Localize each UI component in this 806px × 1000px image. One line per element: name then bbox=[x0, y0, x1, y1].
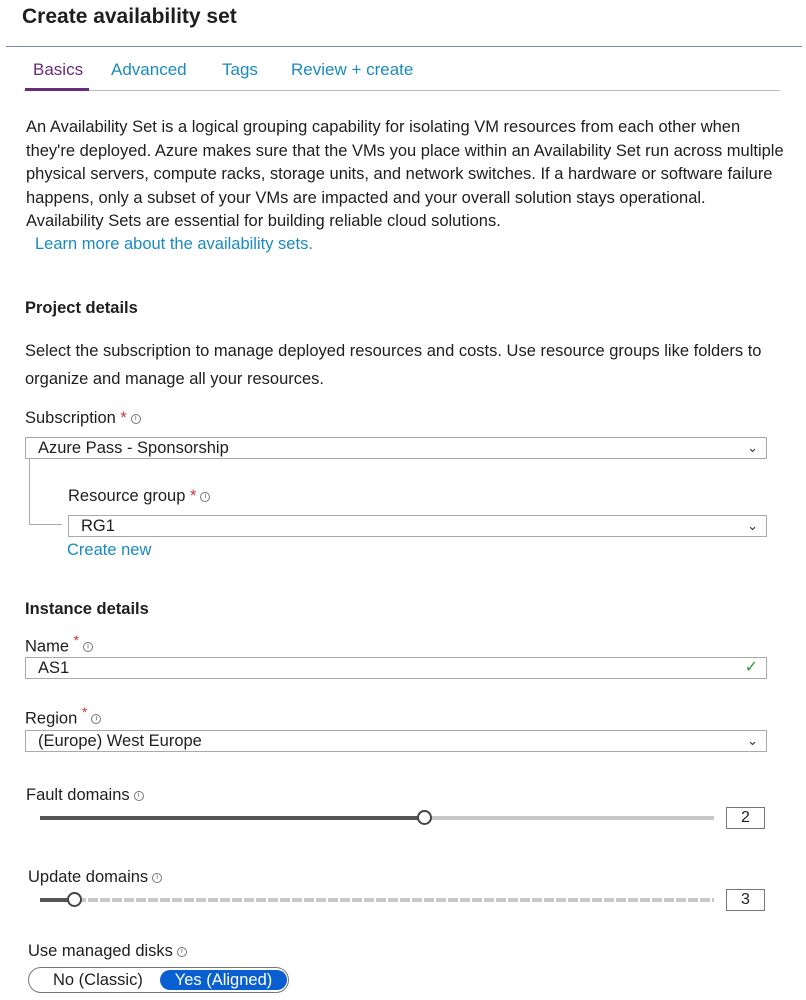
region-label bbox=[25, 705, 101, 729]
fault-domains-slider[interactable] bbox=[40, 816, 714, 820]
resource-group-label bbox=[68, 487, 210, 506]
tab-review-create[interactable]: Review + create bbox=[291, 60, 414, 79]
tree-connector bbox=[29, 459, 62, 525]
region-select[interactable] bbox=[25, 730, 767, 752]
update-domains-value[interactable]: 3 bbox=[726, 889, 765, 911]
info-icon[interactable]: i bbox=[83, 642, 93, 652]
name-value: AS1 bbox=[38, 659, 70, 677]
instance-details-heading: Instance details bbox=[25, 600, 149, 618]
resource-group-value: RG1 bbox=[81, 517, 115, 535]
label-text: Update domains bbox=[28, 868, 149, 886]
create-new-link[interactable]: Create new bbox=[67, 541, 152, 559]
name-input[interactable] bbox=[25, 657, 767, 679]
fault-domains-value[interactable]: 2 bbox=[726, 807, 765, 829]
info-icon[interactable]: i bbox=[177, 947, 187, 957]
label-text: Resource group bbox=[68, 487, 186, 505]
tab-basics[interactable]: Basics bbox=[33, 60, 84, 79]
chevron-down-icon: ⌄ bbox=[747, 440, 758, 455]
label-text: Name bbox=[25, 637, 70, 656]
subscription-value: Azure Pass - Sponsorship bbox=[38, 439, 229, 457]
chevron-down-icon: ⌄ bbox=[747, 518, 758, 533]
info-icon[interactable]: i bbox=[152, 873, 162, 883]
required-mark: * bbox=[190, 487, 197, 505]
label-text: Use managed disks bbox=[28, 942, 173, 960]
subscription-select[interactable] bbox=[25, 437, 767, 459]
resource-group-select[interactable] bbox=[68, 515, 767, 537]
managed-disks-label bbox=[28, 942, 187, 961]
tab-tags[interactable]: Tags bbox=[222, 60, 258, 79]
learn-more-link[interactable]: Learn more about the availability sets. bbox=[35, 235, 313, 253]
tab-advanced[interactable]: Advanced bbox=[111, 60, 187, 79]
project-details-text: Select the subscription to manage deployed resources and costs. Use resource groups like folders to organize and manage all your resources. bbox=[25, 342, 762, 388]
fault-domains-label bbox=[26, 786, 144, 805]
required-mark: * bbox=[73, 633, 79, 648]
info-icon[interactable]: i bbox=[131, 414, 141, 424]
region-value: (Europe) West Europe bbox=[38, 732, 202, 750]
project-details-heading: Project details bbox=[25, 299, 138, 317]
update-domains-label bbox=[28, 868, 162, 887]
required-mark: * bbox=[81, 705, 88, 720]
label-text: Subscription bbox=[25, 409, 116, 427]
option-yes-aligned[interactable]: Yes (Aligned) bbox=[160, 970, 287, 990]
checkmark-icon: ✓ bbox=[744, 659, 758, 676]
slider-thumb[interactable] bbox=[417, 810, 432, 825]
label-text: Fault domains bbox=[26, 786, 130, 804]
info-icon[interactable]: i bbox=[200, 492, 210, 502]
label-text: Region bbox=[25, 709, 78, 728]
name-label bbox=[25, 633, 93, 657]
tab-bar bbox=[24, 60, 780, 91]
managed-disks-toggle[interactable] bbox=[28, 967, 289, 993]
page-title: Create availability set bbox=[22, 5, 237, 28]
slider-thumb[interactable] bbox=[67, 892, 82, 907]
description: An Availability Set is a logical grouping capability for isolating VM resources from each other when they're deployed. Azure makes sure that the VMs you place within an Availability Set run across multiple physical servers, compute racks, storage units, and network switches. If a hardware or software failure happens, only a subset of your VMs are impacted and your overall solution stays operational. Availability Sets are essential for building reliable cloud solutions. bbox=[26, 118, 784, 230]
update-domains-slider[interactable] bbox=[40, 898, 714, 902]
chevron-down-icon: ⌄ bbox=[747, 733, 758, 748]
info-icon[interactable]: i bbox=[91, 714, 101, 724]
option-no-classic[interactable]: No (Classic) bbox=[53, 971, 143, 989]
divider bbox=[6, 46, 802, 47]
required-mark: * bbox=[120, 409, 127, 427]
slider-fill bbox=[40, 816, 424, 820]
info-icon[interactable]: i bbox=[134, 791, 144, 801]
subscription-label bbox=[25, 409, 141, 428]
